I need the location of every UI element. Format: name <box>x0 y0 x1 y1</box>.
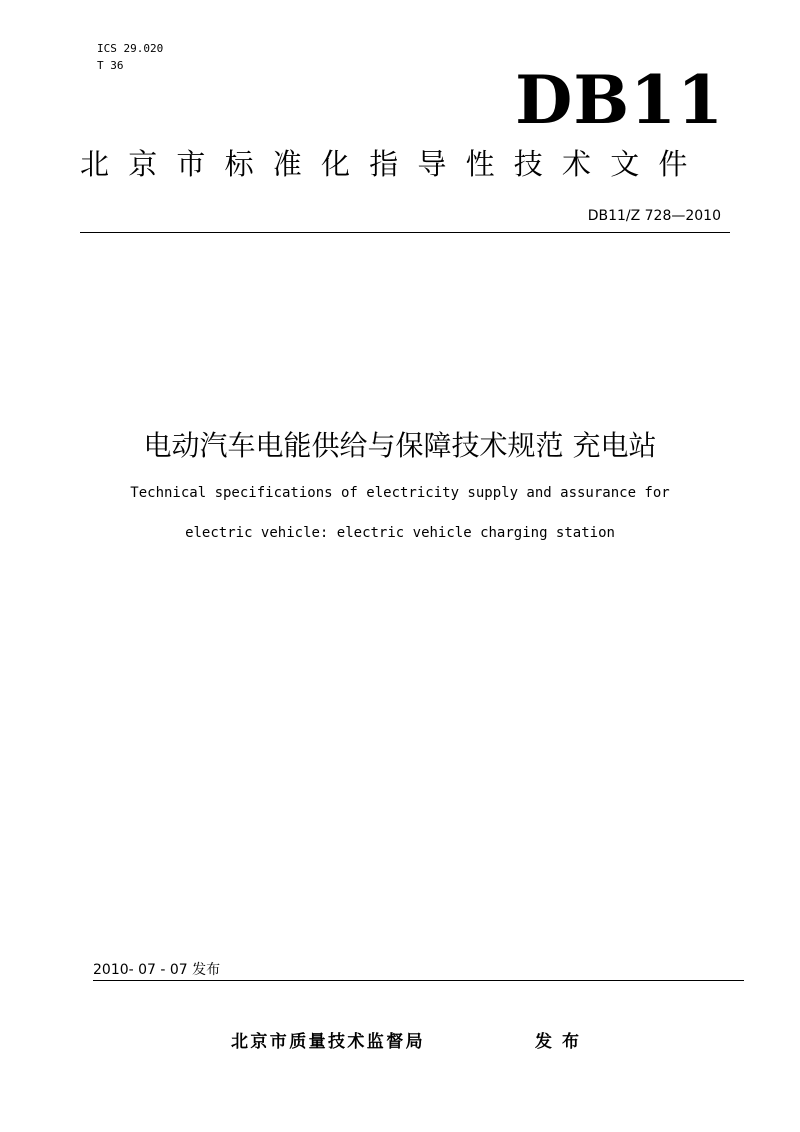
standard-number: DB11/Z 728—2010 <box>587 208 721 224</box>
title-chinese: 电动汽车电能供给与保障技术规范 充电站 <box>143 429 657 462</box>
title-english-line2: electric vehicle: electric vehicle charging station <box>185 525 615 541</box>
bottom-divider <box>93 980 744 981</box>
issuing-authority: 北京市质量技术监督局 <box>231 1032 425 1052</box>
db11-logo: DB11 <box>515 61 724 139</box>
issue-date: 2010- 07 - 07 发布 <box>93 962 221 978</box>
publish-label: 发布 <box>535 1032 589 1052</box>
title-english-line1: Technical specifications of electricity supply and assurance for <box>130 485 670 501</box>
ics-code: ICS 29.020 <box>97 42 164 55</box>
ics-block <box>97 40 163 74</box>
document-type-heading: 北京市标准化指导性技术文件 <box>80 147 707 181</box>
top-divider <box>80 232 730 233</box>
classification-code: T 36 <box>97 59 124 72</box>
